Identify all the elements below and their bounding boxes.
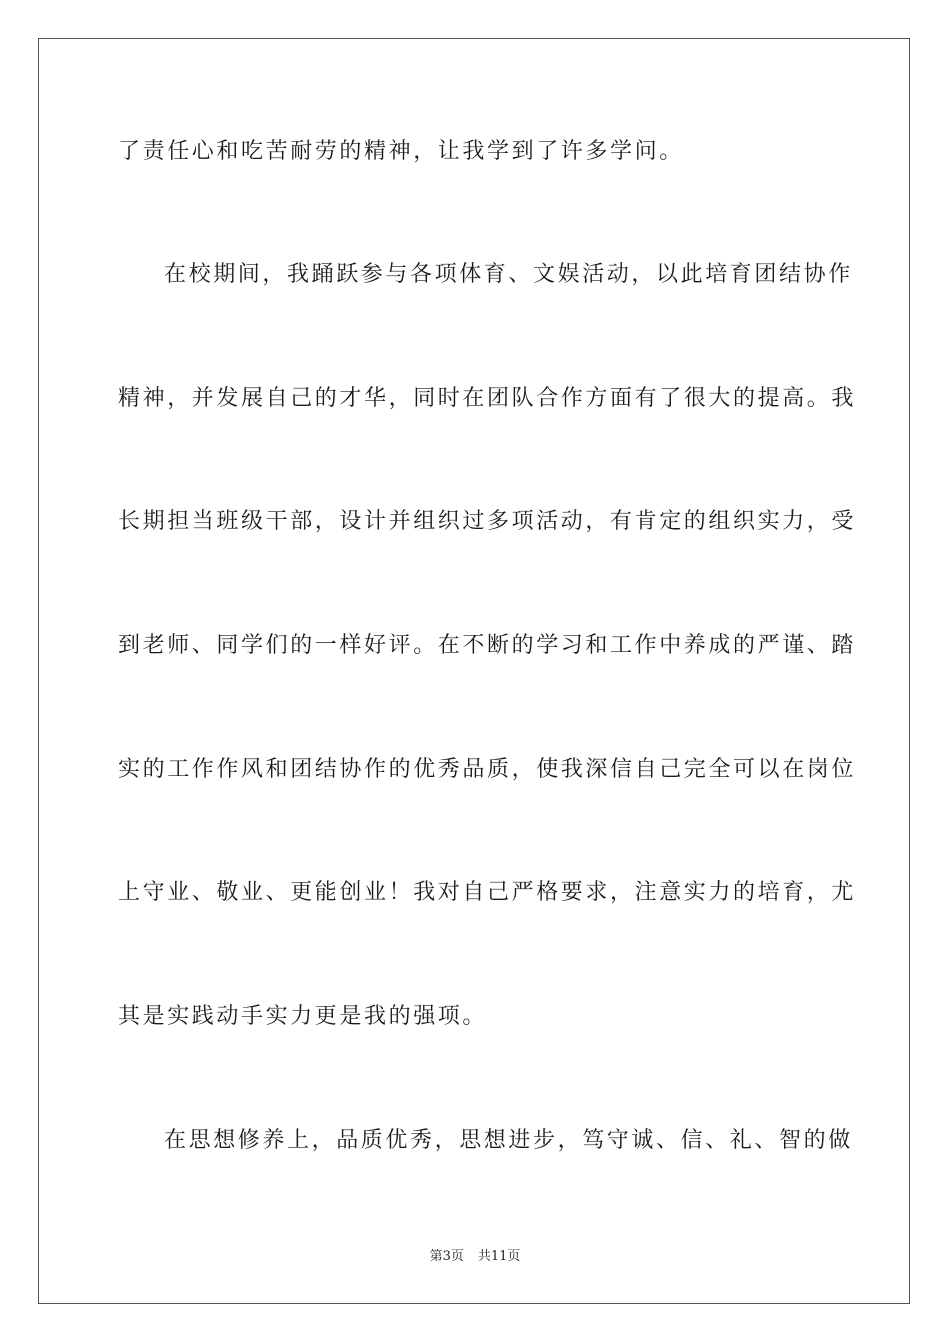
page-footer — [0, 1248, 950, 1266]
page-border — [38, 38, 910, 1304]
paragraph-line-8: 其是实践动手实力更是我的强项。 — [118, 1004, 488, 1029]
paragraph-line-4: 长期担当班级干部，设计并组织过多项活动，有肯定的组织实力，受 — [118, 509, 857, 534]
paragraph-line-6: 实的工作作风和团结协作的优秀品质，使我深信自己完全可以在岗位 — [118, 757, 857, 782]
paragraph-line-7: 上守业、敬业、更能创业！我对自己严格要求，注意实力的培育，尤 — [118, 880, 857, 905]
page-total: 共11页 — [477, 1249, 521, 1264]
paragraph-line-1: 了责任心和吃苦耐劳的精神，让我学到了许多学问。 — [118, 139, 684, 164]
paragraph-line-2: 在校期间，我踊跃参与各项体育、文娱活动，以此培育团结协作 — [164, 262, 853, 287]
paragraph-line-9: 在思想修养上，品质优秀，思想进步，笃守诚、信、礼、智的做 — [164, 1128, 853, 1153]
page-number: 第3页 — [429, 1249, 464, 1264]
paragraph-line-5: 到老师、同学们的一样好评。在不断的学习和工作中养成的严谨、踏 — [118, 633, 857, 658]
paragraph-line-3: 精神，并发展自己的才华，同时在团队合作方面有了很大的提高。我 — [118, 386, 857, 411]
